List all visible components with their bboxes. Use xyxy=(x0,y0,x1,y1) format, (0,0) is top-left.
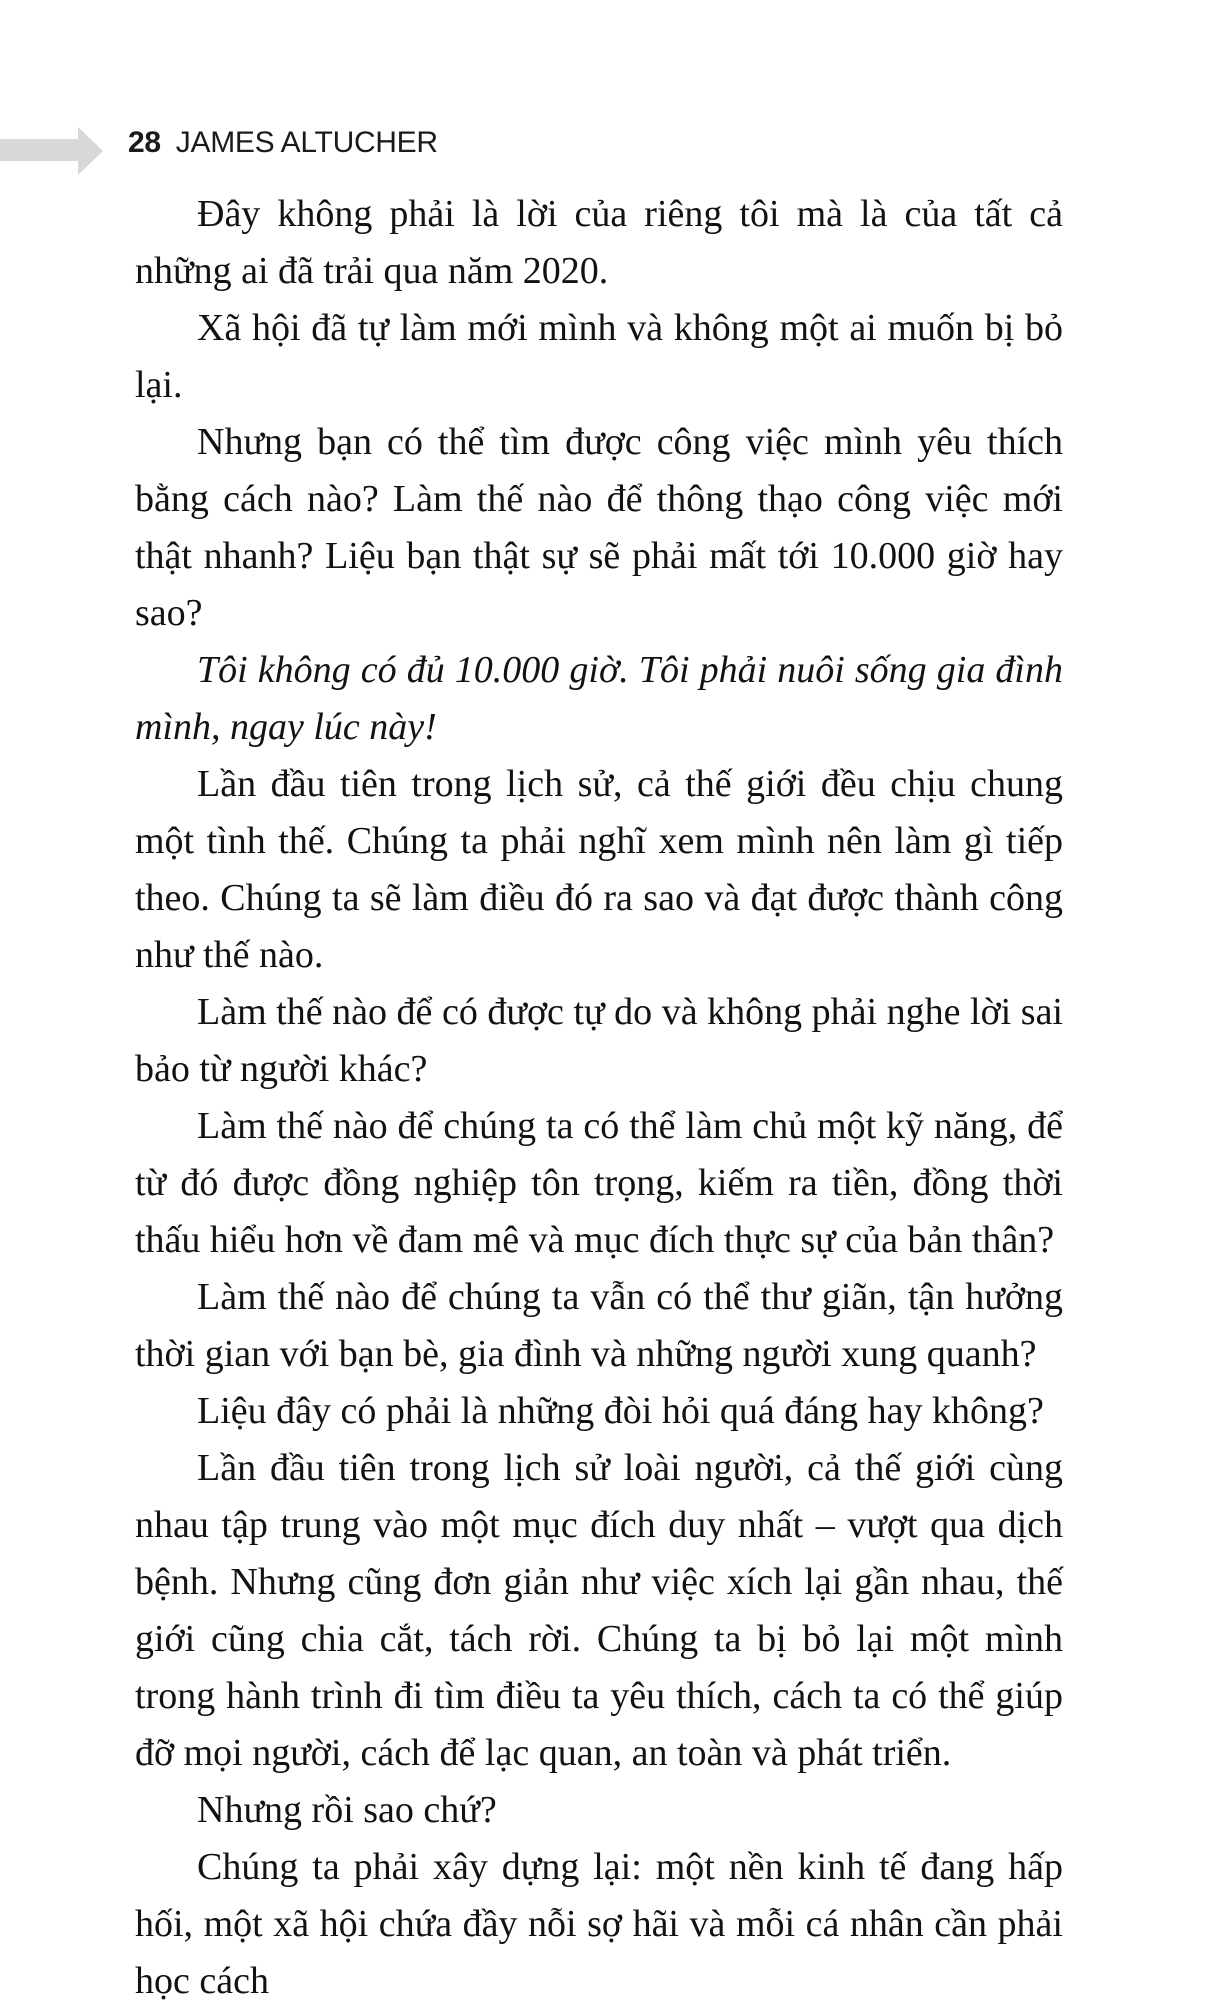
paragraph: Đây không phải là lời của riêng tôi mà là của tất cả những ai đã trải qua năm 2020. xyxy=(135,193,1063,292)
paragraph: Làm thế nào để chúng ta có thể làm chủ một kỹ năng, để từ đó được đồng nghiệp tôn trọng, kiếm ra tiền, đồng thời thấu hiểu hơn về đam mê và mục đích thực sự của bản thân? xyxy=(135,1105,1063,1261)
paragraph: Nhưng bạn có thể tìm được công việc mình yêu thích bằng cách nào? Làm thế nào để thông thạo công việc mới thật nhanh? Liệu bạn thật sự sẽ phải mất tới 10.000 giờ hay sao? xyxy=(135,421,1063,634)
paragraph: Làm thế nào để có được tự do và không phải nghe lời sai bảo từ người khác? xyxy=(135,991,1063,1090)
page-number: 28 xyxy=(128,126,161,159)
paragraph: Lần đầu tiên trong lịch sử loài người, cả thế giới cùng nhau tập trung vào một mục đích duy nhất – vượt qua dịch bệnh. Nhưng cũng đơn giản như việc xích lại gần nhau, thế giới cũng chia cắt, tách rời. Chúng ta bị bỏ lại một mình trong hành trình đi tìm điều ta yêu thích, cách ta có thể giúp đỡ mọi người, cách để lạc quan, an toàn và phát triển. xyxy=(135,1447,1063,1774)
paragraph-quote: Tôi không có đủ 10.000 giờ. Tôi phải nuôi sống gia đình mình, ngay lúc này! xyxy=(135,649,1063,748)
body-text xyxy=(135,186,1063,2010)
paragraph: Nhưng rồi sao chứ? xyxy=(197,1789,497,1831)
paragraph: Làm thế nào để chúng ta vẫn có thể thư giãn, tận hưởng thời gian với bạn bè, gia đình và những người xung quanh? xyxy=(135,1276,1063,1375)
paragraph: Xã hội đã tự làm mới mình và không một ai muốn bị bỏ lại. xyxy=(135,307,1063,406)
paragraph: Liệu đây có phải là những đòi hỏi quá đáng hay không? xyxy=(197,1390,1044,1432)
paragraph: Chúng ta phải xây dựng lại: một nền kinh tế đang hấp hối, một xã hội chứa đầy nỗi sợ hãi và mỗi cá nhân cần phải học cách xyxy=(135,1846,1063,2002)
running-head xyxy=(128,128,438,158)
paragraph: Lần đầu tiên trong lịch sử, cả thế giới đều chịu chung một tình thế. Chúng ta phải nghĩ xem mình nên làm gì tiếp theo. Chúng ta sẽ làm điều đó ra sao và đạt được thành công như thế nào. xyxy=(135,763,1063,976)
running-title: JAMES ALTUCHER xyxy=(175,126,438,159)
right-arrow-icon xyxy=(0,126,104,176)
